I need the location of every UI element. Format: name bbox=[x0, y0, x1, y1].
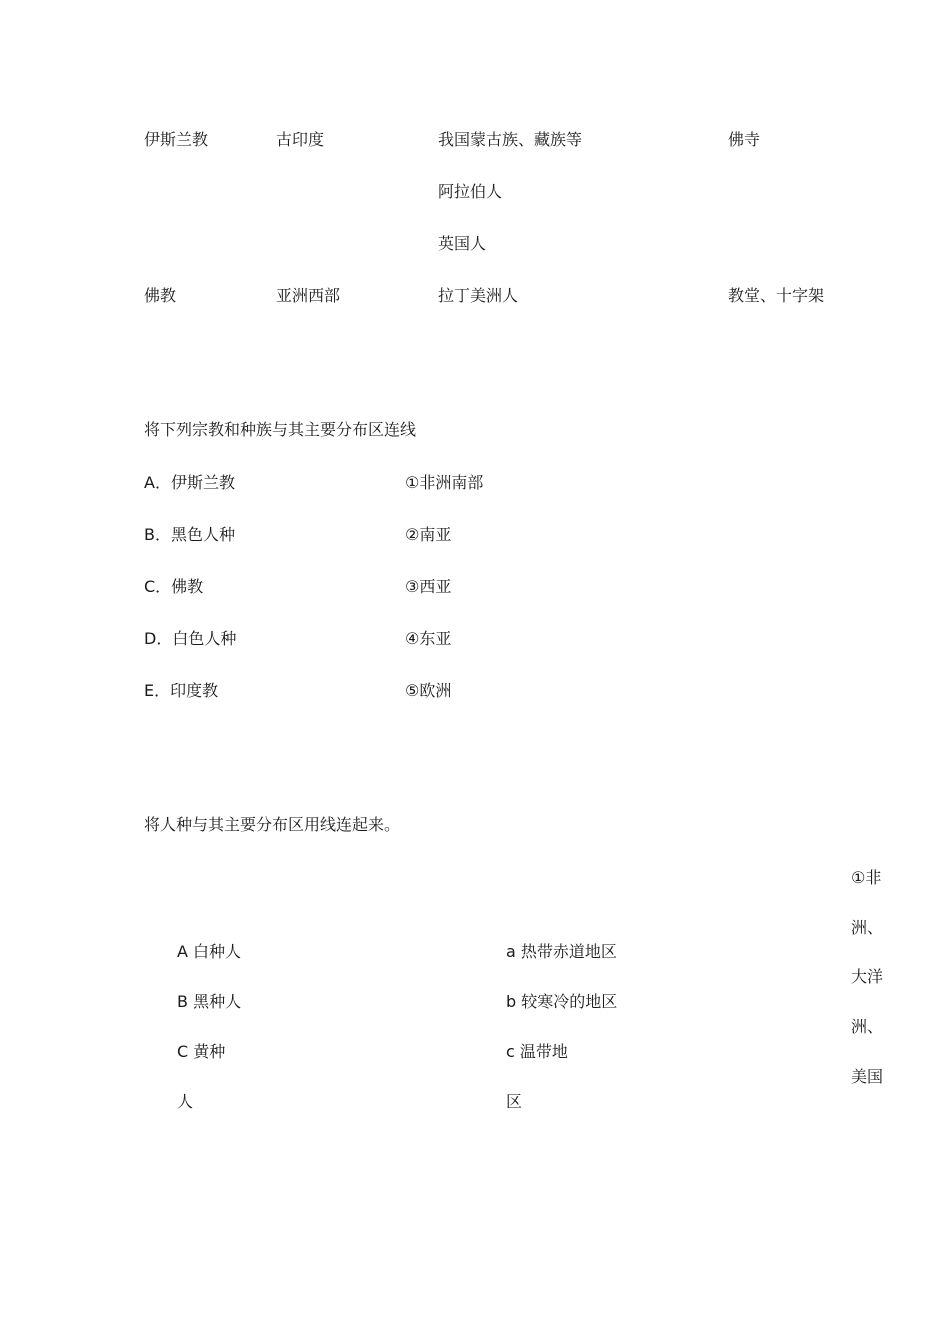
q1-right-item: ③西亚 bbox=[405, 577, 452, 596]
table-cell-people-4: 拉丁美洲人 bbox=[438, 286, 519, 305]
q2-right-fragment: 洲、 bbox=[851, 918, 884, 937]
q2-right-fragment: 美国 bbox=[851, 1067, 884, 1086]
q2-left-item: A 白种人 bbox=[177, 942, 242, 961]
q2-middle-item: 区 bbox=[506, 1092, 523, 1111]
q2-left-item: 人 bbox=[177, 1092, 194, 1111]
table-cell-symbol-2: 教堂、十字架 bbox=[728, 286, 825, 305]
table-cell-religion-1: 伊斯兰教 bbox=[144, 130, 209, 149]
q2-left-item: C 黄种 bbox=[177, 1042, 226, 1061]
question-2-title: 将人种与其主要分布区用线连起来。 bbox=[144, 815, 401, 834]
q2-middle-item: c 温带地 bbox=[506, 1042, 568, 1061]
q1-right-item: ⑤欧洲 bbox=[405, 681, 452, 700]
table-cell-religion-2: 佛教 bbox=[144, 286, 177, 305]
q1-left-item: E．印度教 bbox=[144, 681, 219, 700]
q2-left-item: B 黑种人 bbox=[177, 992, 242, 1011]
question-1-title: 将下列宗教和种族与其主要分布区连线 bbox=[144, 420, 417, 439]
q1-left-item: C．佛教 bbox=[144, 577, 204, 596]
q2-middle-item: a 热带赤道地区 bbox=[506, 942, 617, 961]
q1-left-item: D．白色人种 bbox=[144, 629, 237, 648]
q2-middle-item: b 较寒冷的地区 bbox=[506, 992, 618, 1011]
table-cell-origin-2: 亚洲西部 bbox=[276, 286, 341, 305]
q1-right-item: ④东亚 bbox=[405, 629, 452, 648]
q1-right-item: ①非洲南部 bbox=[405, 473, 484, 492]
table-cell-origin-1: 古印度 bbox=[276, 130, 325, 149]
q1-left-item: B．黑色人种 bbox=[144, 525, 235, 544]
table-cell-people-3: 英国人 bbox=[438, 234, 487, 253]
table-cell-people-1: 我国蒙古族、藏族等 bbox=[438, 130, 583, 149]
table-cell-symbol-1: 佛寺 bbox=[728, 130, 761, 149]
q2-right-fragment: ①非 bbox=[851, 868, 882, 887]
q2-right-fragment: 洲、 bbox=[851, 1017, 884, 1036]
table-cell-people-2: 阿拉伯人 bbox=[438, 182, 503, 201]
q1-left-item: A．伊斯兰教 bbox=[144, 473, 235, 492]
q2-right-fragment: 大洋 bbox=[851, 967, 884, 986]
q1-right-item: ②南亚 bbox=[405, 525, 452, 544]
